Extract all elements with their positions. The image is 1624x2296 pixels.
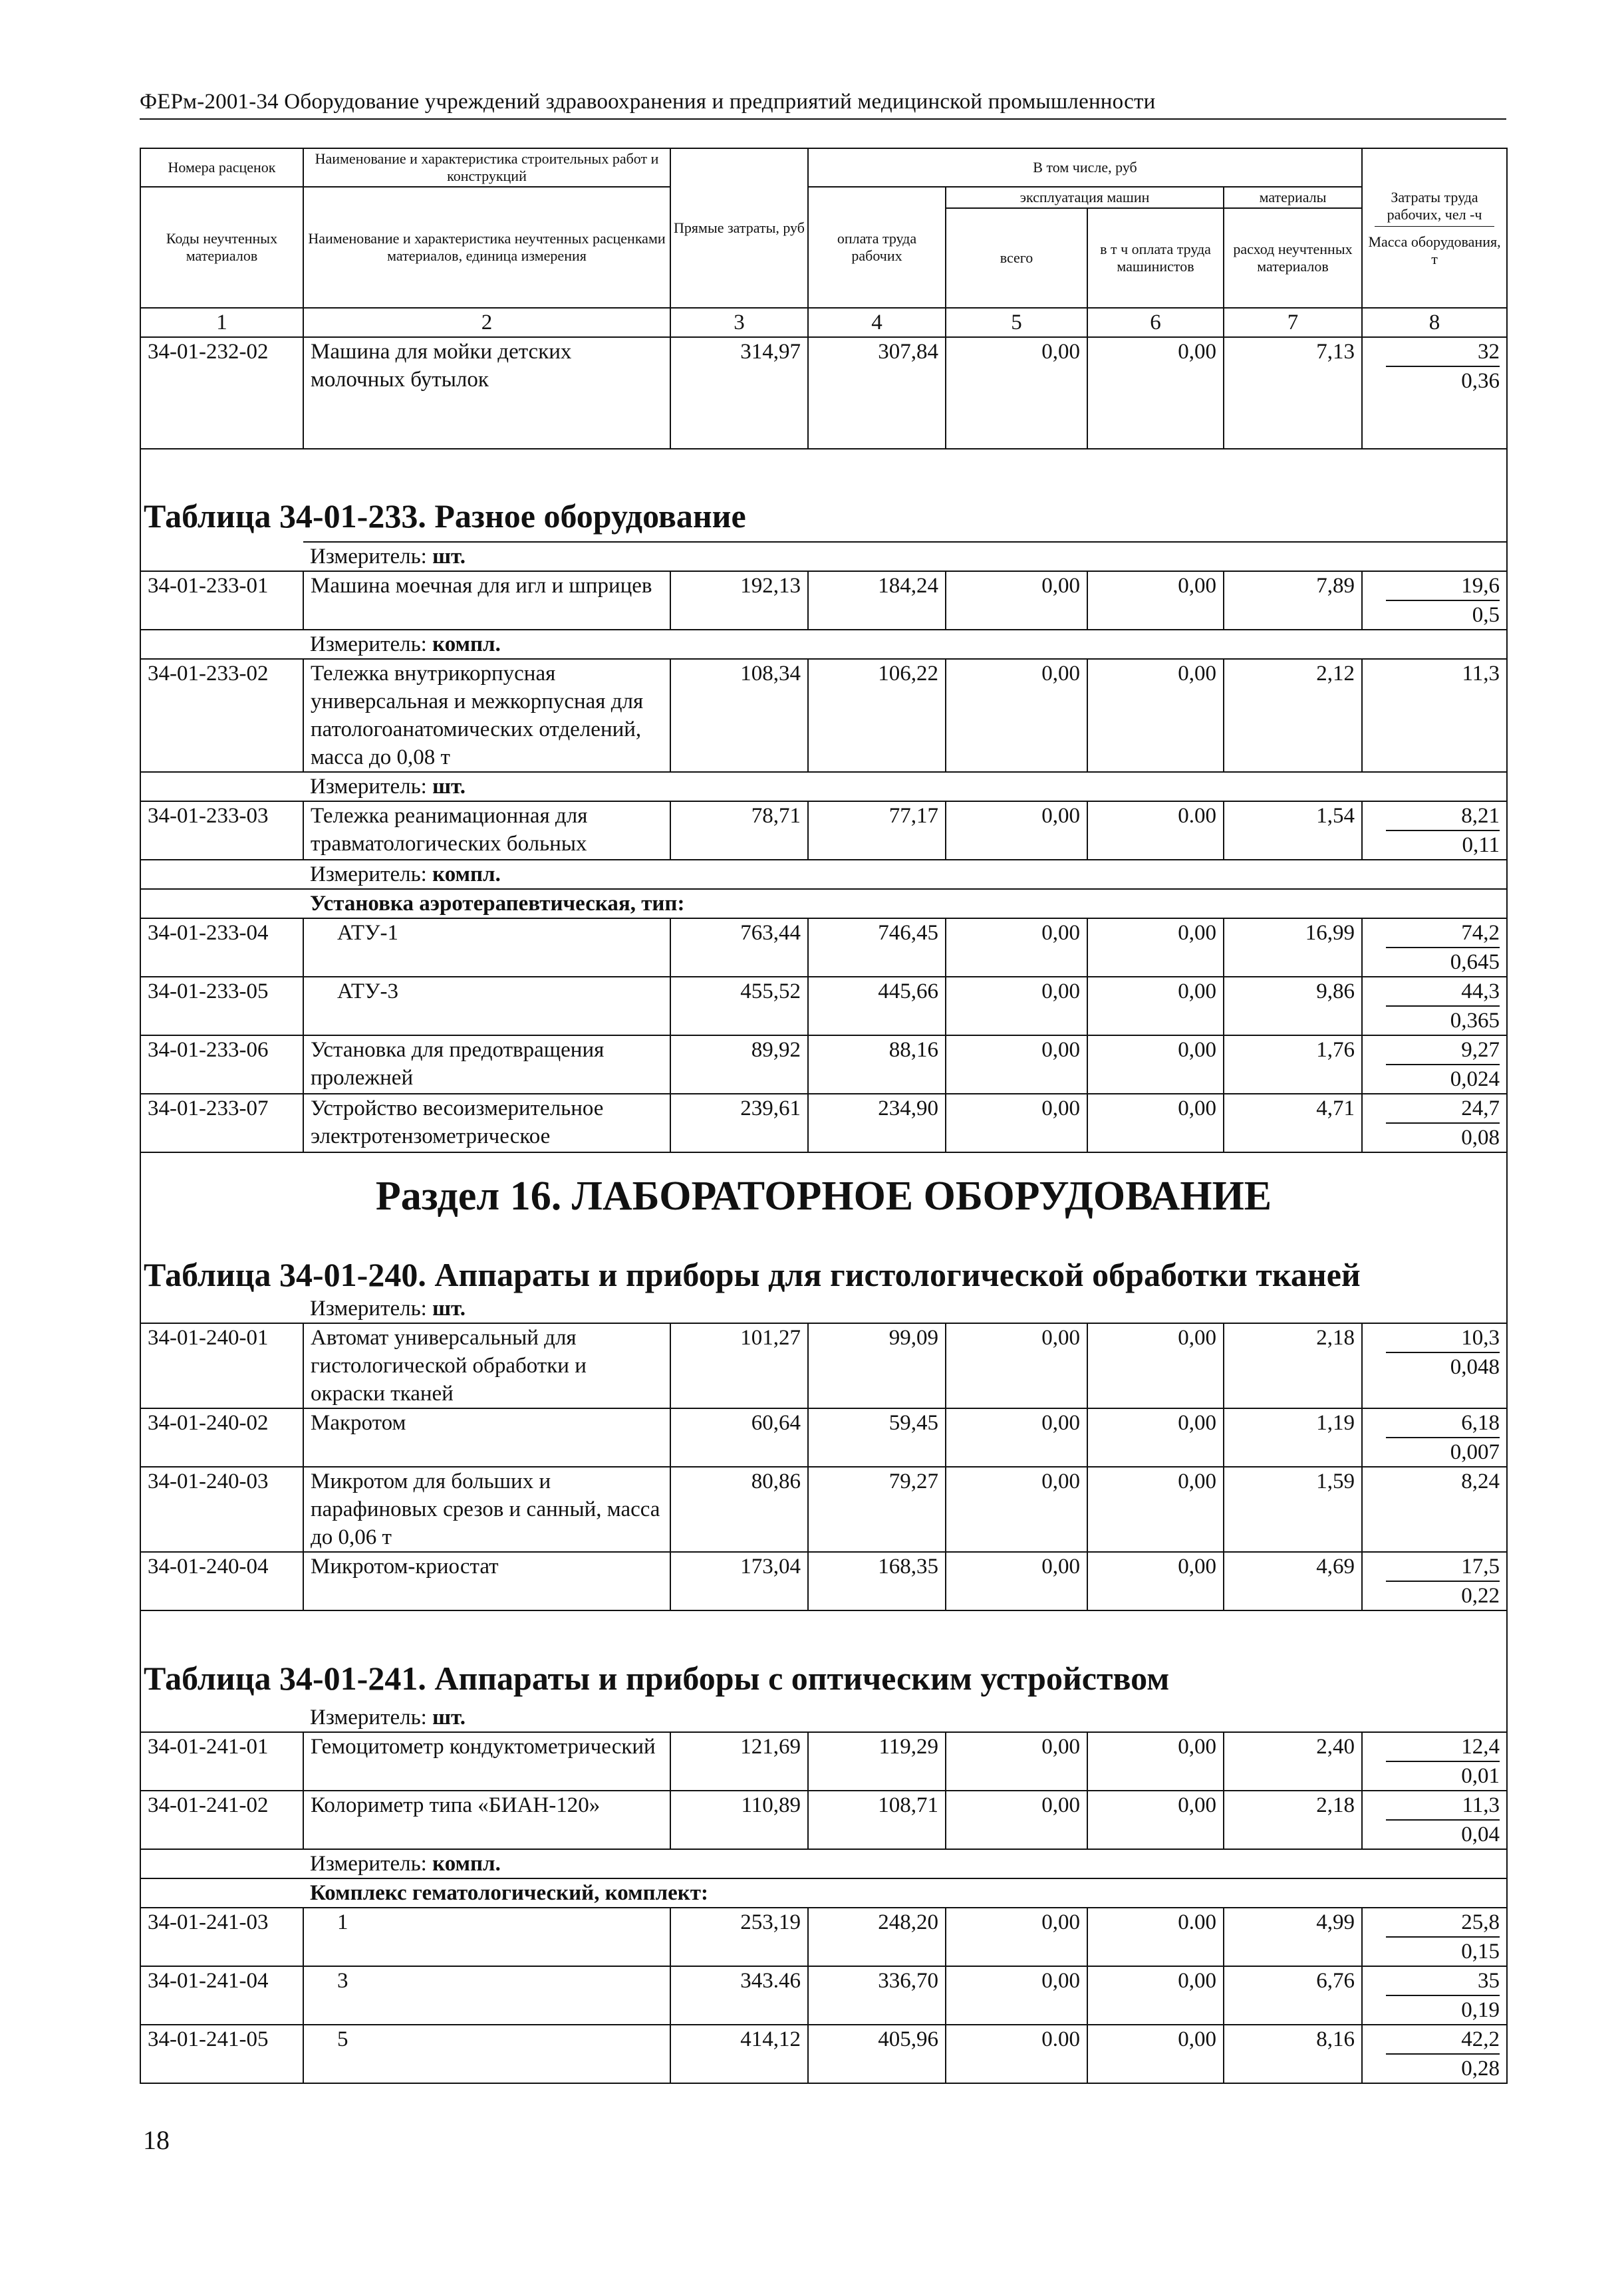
rate-code: 34-01-240-01 <box>140 1323 303 1408</box>
machinists-pay: 0,00 <box>1087 1035 1224 1094</box>
machines-total: 0,00 <box>946 1408 1087 1467</box>
direct-costs: 763,44 <box>670 918 808 977</box>
table-row <box>140 2025 1507 2083</box>
group-row <box>140 1878 1507 1908</box>
measure-row <box>140 630 1507 659</box>
measure-label: Измеритель: <box>310 1706 433 1729</box>
materials-cost: 4,69 <box>1224 1552 1362 1610</box>
table-row <box>140 337 1507 449</box>
group-row <box>140 889 1507 918</box>
table-row <box>140 1467 1507 1552</box>
rate-code: 34-01-233-03 <box>140 801 303 860</box>
direct-costs: 173,04 <box>670 1552 808 1610</box>
labor-hours: 6,18 <box>1386 1409 1500 1438</box>
measure-row <box>140 1849 1507 1878</box>
machines-total: 0,00 <box>946 1094 1087 1152</box>
rate-code: 34-01-233-07 <box>140 1094 303 1152</box>
labor-pay: 234,90 <box>808 1094 946 1152</box>
machinists-pay: 0,00 <box>1087 918 1224 977</box>
labor-mass <box>1362 918 1507 977</box>
measure-unit <box>303 542 1507 571</box>
direct-costs: 121,69 <box>670 1732 808 1791</box>
materials-cost: 16,99 <box>1224 918 1362 977</box>
direct-costs: 253,19 <box>670 1908 808 1966</box>
measure-label: Измеритель: <box>310 862 433 886</box>
head-col7: расход неучтенных материалов <box>1224 208 1362 308</box>
equipment-mass: 0,28 <box>1461 2057 1500 2081</box>
materials-cost: 2,18 <box>1224 1323 1362 1408</box>
measure-unit-value: компл. <box>432 1852 501 1876</box>
measure-row <box>140 1704 1507 1732</box>
colnum-1: 1 <box>140 308 303 337</box>
materials-cost: 7,13 <box>1224 337 1362 449</box>
measure-label: Измеритель: <box>310 1852 433 1876</box>
head-col2-top: Наименование и характеристика строительных работ и конструкций <box>303 148 670 187</box>
head-col2-bottom: Наименование и характеристика неучтенных расценками материалов, единица измерения <box>303 187 670 308</box>
rate-code: 34-01-241-01 <box>140 1732 303 1791</box>
rate-code: 34-01-240-04 <box>140 1552 303 1610</box>
rate-code: 34-01-233-02 <box>140 659 303 772</box>
equipment-mass: 0,22 <box>1461 1584 1500 1608</box>
colnum-5: 5 <box>946 308 1087 337</box>
rate-code: 34-01-240-02 <box>140 1408 303 1467</box>
materials-cost: 9,86 <box>1224 977 1362 1035</box>
equipment-mass: 0,048 <box>1450 1355 1500 1379</box>
table-row <box>140 918 1507 977</box>
rates-table <box>140 148 1508 2084</box>
materials-cost: 2,18 <box>1224 1791 1362 1849</box>
measure-unit-value: шт. <box>432 545 466 569</box>
colnum-7: 7 <box>1224 308 1362 337</box>
labor-hours: 44,3 <box>1386 977 1500 1007</box>
measure-spacer <box>140 860 303 889</box>
rate-name: Гемоцитометр кондуктометрический <box>303 1732 670 1791</box>
labor-hours: 74,2 <box>1386 919 1500 948</box>
head-machines: эксплуатация машин <box>946 187 1224 208</box>
machinists-pay: 0.00 <box>1087 1908 1224 1966</box>
measure-spacer <box>140 542 303 571</box>
head-col8 <box>1362 148 1507 308</box>
section-16-title: Раздел 16. ЛАБОРАТОРНОЕ ОБОРУДОВАНИЕ <box>140 1152 1507 1239</box>
head-col4: оплата труда рабочих <box>808 187 946 308</box>
table-row <box>140 1408 1507 1467</box>
table-row <box>140 1791 1507 1849</box>
head-col3: Прямые затраты, руб <box>670 148 808 308</box>
machinists-pay: 0,00 <box>1087 2025 1224 2083</box>
rate-code: 34-01-233-04 <box>140 918 303 977</box>
labor-mass <box>1362 1094 1507 1152</box>
measure-unit <box>303 1704 1507 1732</box>
column-numbers-row <box>140 308 1507 337</box>
labor-pay: 119,29 <box>808 1732 946 1791</box>
labor-hours: 19,6 <box>1386 572 1500 601</box>
labor-pay: 405,96 <box>808 2025 946 2083</box>
machinists-pay: 0,00 <box>1087 1966 1224 2025</box>
rate-name: Колориметр типа «БИАН-120» <box>303 1791 670 1849</box>
measure-unit <box>303 772 1507 801</box>
equipment-mass: 0,5 <box>1472 603 1500 627</box>
measure-spacer <box>140 772 303 801</box>
table-head-row-1 <box>140 148 1507 187</box>
measure-spacer <box>140 1849 303 1878</box>
head-col5: всего <box>946 208 1087 308</box>
direct-costs: 60,64 <box>670 1408 808 1467</box>
table-241-title: Таблица 34-01-241. Аппараты и приборы с оптическим устройством <box>140 1610 1507 1704</box>
labor-pay: 307,84 <box>808 337 946 449</box>
measure-label: Измеритель: <box>310 1297 433 1321</box>
page-number: 18 <box>143 2125 170 2155</box>
machines-total: 0,00 <box>946 1552 1087 1610</box>
machinists-pay: 0,00 <box>1087 1732 1224 1791</box>
machines-total: 0,00 <box>946 571 1087 630</box>
labor-hours: 42,2 <box>1386 2025 1500 2055</box>
machines-total: 0,00 <box>946 1323 1087 1408</box>
labor-mass <box>1362 801 1507 860</box>
group-title <box>303 1878 1507 1908</box>
labor-hours: 11,3 <box>1386 1791 1500 1821</box>
rate-code: 34-01-233-01 <box>140 571 303 630</box>
labor-pay: 168,35 <box>808 1552 946 1610</box>
measure-row <box>140 1295 1507 1323</box>
rate-code: 34-01-233-06 <box>140 1035 303 1094</box>
head-materials: материалы <box>1224 187 1362 208</box>
labor-mass <box>1362 337 1507 449</box>
materials-cost: 1,54 <box>1224 801 1362 860</box>
machines-total: 0,00 <box>946 1732 1087 1791</box>
table-row <box>140 1035 1507 1094</box>
labor-pay: 79,27 <box>808 1467 946 1552</box>
materials-cost: 8,16 <box>1224 2025 1362 2083</box>
measure-unit-value: шт. <box>432 775 466 799</box>
colnum-3: 3 <box>670 308 808 337</box>
machinists-pay: 0,00 <box>1087 1791 1224 1849</box>
machinists-pay: 0,00 <box>1087 1467 1224 1552</box>
labor-pay: 108,71 <box>808 1791 946 1849</box>
labor-hours: 35 <box>1386 1967 1500 1996</box>
document-header: ФЕРм-2001-34 Оборудование учреждений здравоохранения и предприятий медицинской промышленности <box>140 90 1156 114</box>
machinists-pay: 0,00 <box>1087 571 1224 630</box>
measure-spacer <box>140 630 303 659</box>
labor-hours: 8,24 <box>1362 1467 1507 1552</box>
direct-costs: 80,86 <box>670 1467 808 1552</box>
measure-unit-value: шт. <box>432 1706 466 1729</box>
labor-mass <box>1362 1035 1507 1094</box>
labor-pay: 336,70 <box>808 1966 946 2025</box>
equipment-mass: 0,04 <box>1461 1823 1500 1847</box>
colnum-4: 4 <box>808 308 946 337</box>
machines-total: 0,00 <box>946 1467 1087 1552</box>
rate-name: 5 <box>303 2025 670 2083</box>
measure-unit-value: компл. <box>432 862 501 886</box>
machines-total: 0,00 <box>946 918 1087 977</box>
machinists-pay: 0.00 <box>1087 801 1224 860</box>
rate-name: 3 <box>303 1966 670 2025</box>
equipment-mass: 0,08 <box>1461 1126 1500 1150</box>
group-spacer <box>140 1878 303 1908</box>
materials-cost: 1,59 <box>1224 1467 1362 1552</box>
labor-hours: 9,27 <box>1386 1036 1500 1065</box>
direct-costs: 78,71 <box>670 801 808 860</box>
table-row <box>140 1094 1507 1152</box>
equipment-mass: 0,365 <box>1450 1009 1500 1033</box>
machinists-pay: 0,00 <box>1087 977 1224 1035</box>
labor-pay: 746,45 <box>808 918 946 977</box>
materials-cost: 4,71 <box>1224 1094 1362 1152</box>
header-rule <box>140 118 1506 120</box>
labor-hours: 25,8 <box>1386 1908 1500 1938</box>
labor-mass <box>1362 1966 1507 2025</box>
rate-name: Тележка реанимационная для травматологических больных <box>303 801 670 860</box>
rate-name: Микротом-криостат <box>303 1552 670 1610</box>
head-col8-top: Затраты труда рабочих, чел -ч <box>1375 189 1494 227</box>
labor-mass <box>1362 977 1507 1035</box>
rate-code: 34-01-233-05 <box>140 977 303 1035</box>
labor-mass <box>1362 1791 1507 1849</box>
machinists-pay: 0,00 <box>1087 1323 1224 1408</box>
materials-cost: 1,19 <box>1224 1408 1362 1467</box>
head-col1-top: Номера расценок <box>140 148 303 187</box>
materials-cost: 2,40 <box>1224 1732 1362 1791</box>
labor-pay: 106,22 <box>808 659 946 772</box>
machines-total: 0,00 <box>946 801 1087 860</box>
equipment-mass: 0,01 <box>1461 1764 1500 1788</box>
machines-total: 0,00 <box>946 659 1087 772</box>
labor-hours: 24,7 <box>1386 1094 1500 1124</box>
labor-mass <box>1362 571 1507 630</box>
measure-spacer <box>140 1704 303 1732</box>
table-row <box>140 1966 1507 2025</box>
equipment-mass: 0,645 <box>1450 950 1500 974</box>
rate-name: АТУ-3 <box>303 977 670 1035</box>
machinists-pay: 0,00 <box>1087 659 1224 772</box>
labor-mass <box>1362 1408 1507 1467</box>
materials-cost: 7,89 <box>1224 571 1362 630</box>
labor-hours: 17,5 <box>1386 1553 1500 1582</box>
table-row <box>140 1323 1507 1408</box>
labor-pay: 88,16 <box>808 1035 946 1094</box>
measure-row <box>140 860 1507 889</box>
machinists-pay: 0,00 <box>1087 1094 1224 1152</box>
head-col6: в т ч оплата труда машинистов <box>1087 208 1224 308</box>
section-row <box>140 1152 1507 1239</box>
table-row <box>140 977 1507 1035</box>
machinists-pay: 0,00 <box>1087 1408 1224 1467</box>
labor-mass <box>1362 1908 1507 1966</box>
head-col8-bottom: Масса оборудования, т <box>1368 233 1501 267</box>
equipment-mass: 0,36 <box>1461 369 1500 393</box>
machines-total: 0,00 <box>946 1966 1087 2025</box>
direct-costs: 110,89 <box>670 1791 808 1849</box>
labor-mass <box>1362 1732 1507 1791</box>
group-spacer <box>140 889 303 918</box>
labor-pay: 184,24 <box>808 571 946 630</box>
labor-pay: 248,20 <box>808 1908 946 1966</box>
rate-name: Машина для мойки детских молочных бутылок <box>303 337 670 449</box>
rate-name: 1 <box>303 1908 670 1966</box>
labor-pay: 99,09 <box>808 1323 946 1408</box>
equipment-mass: 0,11 <box>1462 833 1500 857</box>
direct-costs: 101,27 <box>670 1323 808 1408</box>
materials-cost: 2,12 <box>1224 659 1362 772</box>
materials-cost: 4,99 <box>1224 1908 1362 1966</box>
materials-cost: 6,76 <box>1224 1966 1362 2025</box>
measure-label: Измеритель: <box>310 775 433 799</box>
table-row <box>140 1552 1507 1610</box>
labor-mass <box>1362 1552 1507 1610</box>
equipment-mass: 0,024 <box>1450 1067 1500 1091</box>
measure-unit <box>303 1295 1507 1323</box>
table-row <box>140 801 1507 860</box>
direct-costs: 89,92 <box>670 1035 808 1094</box>
labor-hours: 11,3 <box>1362 659 1507 772</box>
rate-name: Макротом <box>303 1408 670 1467</box>
rate-name: Тележка внутрикорпусная универсальная и межкорпусная для патологоанатомических отделений, масса до 0,08 т <box>303 659 670 772</box>
colnum-6: 6 <box>1087 308 1224 337</box>
measure-row <box>140 772 1507 801</box>
table-title-row <box>140 1610 1507 1704</box>
rate-name: Автомат универсальный для гистологической обработки и окраски тканей <box>303 1323 670 1408</box>
direct-costs: 239,61 <box>670 1094 808 1152</box>
group-label: Комплекс гематологический, комплект: <box>310 1881 709 1905</box>
head-in-total: В том числе, руб <box>808 148 1362 187</box>
machinists-pay: 0,00 <box>1087 1552 1224 1610</box>
machines-total: 0,00 <box>946 977 1087 1035</box>
machines-total: 0.00 <box>946 2025 1087 2083</box>
rate-name: АТУ-1 <box>303 918 670 977</box>
labor-pay: 445,66 <box>808 977 946 1035</box>
table-row <box>140 1908 1507 1966</box>
measure-unit <box>303 1849 1507 1878</box>
rate-name: Устройство весоизмерительное электротензометрическое <box>303 1094 670 1152</box>
rate-code: 34-01-241-05 <box>140 2025 303 2083</box>
rate-name: Машина моечная для игл и шприцев <box>303 571 670 630</box>
direct-costs: 455,52 <box>670 977 808 1035</box>
labor-hours: 10,3 <box>1386 1324 1500 1353</box>
rate-name: Установка для предотвращения пролежней <box>303 1035 670 1094</box>
rate-code: 34-01-232-02 <box>140 337 303 449</box>
measure-spacer <box>140 1295 303 1323</box>
measure-unit-value: шт. <box>432 1297 466 1321</box>
rate-code: 34-01-241-02 <box>140 1791 303 1849</box>
labor-hours: 32 <box>1386 338 1500 367</box>
rate-name: Микротом для больших и парафиновых срезов и санный, масса до 0,06 т <box>303 1467 670 1552</box>
direct-costs: 414,12 <box>670 2025 808 2083</box>
measure-row <box>140 542 1507 571</box>
table-row <box>140 659 1507 772</box>
direct-costs: 314,97 <box>670 337 808 449</box>
head-col1-bottom: Коды неучтенных материалов <box>140 187 303 308</box>
direct-costs: 108,34 <box>670 659 808 772</box>
table-row <box>140 1732 1507 1791</box>
measure-label: Измеритель: <box>310 632 433 656</box>
machines-total: 0,00 <box>946 1908 1087 1966</box>
table-row <box>140 571 1507 630</box>
table-title-row <box>140 449 1507 542</box>
table-240-title: Таблица 34-01-240. Аппараты и приборы для гистологической обработки тканей <box>140 1239 1507 1295</box>
machines-total: 0,00 <box>946 337 1087 449</box>
measure-unit-value: компл. <box>432 632 501 656</box>
table-233-title: Таблица 34-01-233. Разное оборудование <box>140 449 1507 542</box>
rate-code: 34-01-241-03 <box>140 1908 303 1966</box>
direct-costs: 192,13 <box>670 571 808 630</box>
table-head-row-2 <box>140 187 1507 208</box>
labor-pay: 59,45 <box>808 1408 946 1467</box>
group-title <box>303 889 1507 918</box>
equipment-mass: 0,19 <box>1461 1998 1500 2022</box>
measure-unit <box>303 630 1507 659</box>
machines-total: 0,00 <box>946 1791 1087 1849</box>
equipment-mass: 0,007 <box>1450 1440 1500 1464</box>
labor-mass <box>1362 2025 1507 2083</box>
colnum-8: 8 <box>1362 308 1507 337</box>
rate-code: 34-01-241-04 <box>140 1966 303 2025</box>
labor-mass <box>1362 1323 1507 1408</box>
labor-pay: 77,17 <box>808 801 946 860</box>
measure-label: Измеритель: <box>310 545 433 569</box>
colnum-2: 2 <box>303 308 670 337</box>
labor-hours: 12,4 <box>1386 1733 1500 1762</box>
direct-costs: 343.46 <box>670 1966 808 2025</box>
table-title-row <box>140 1239 1507 1295</box>
machinists-pay: 0,00 <box>1087 337 1224 449</box>
labor-hours: 8,21 <box>1386 802 1500 831</box>
machines-total: 0,00 <box>946 1035 1087 1094</box>
equipment-mass: 0,15 <box>1461 1940 1500 1964</box>
measure-unit <box>303 860 1507 889</box>
rate-code: 34-01-240-03 <box>140 1467 303 1552</box>
group-label: Установка аэротерапевтическая, тип: <box>310 892 685 916</box>
materials-cost: 1,76 <box>1224 1035 1362 1094</box>
